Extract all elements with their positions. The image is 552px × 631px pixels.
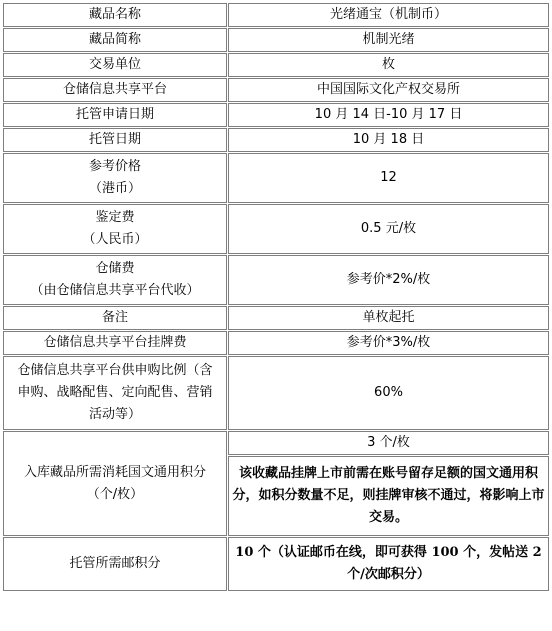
label-collectible-name: 藏品名称	[3, 3, 227, 27]
label-appraisal-fee	[3, 204, 227, 254]
value-mail-points: 10 个（认证邮币在线，即可获得 100 个，发帖送 2 个/次邮积分）	[228, 537, 549, 591]
table-row	[3, 103, 549, 127]
label-custody-date: 托管日期	[3, 128, 227, 152]
label-trade-unit: 交易单位	[3, 53, 227, 77]
label-line: （个/枚）	[86, 486, 144, 502]
table-row	[3, 331, 549, 355]
table-row	[3, 28, 549, 52]
table-row	[3, 537, 549, 591]
label-line: 入库藏品所需消耗国文通用积分	[23, 464, 206, 480]
label-reference-price	[3, 153, 227, 203]
value-storage-fee: 参考价*2%/枚	[228, 255, 549, 305]
value-appraisal-fee: 0.5 元/枚	[228, 204, 549, 254]
value-remark: 单枚起托	[228, 306, 549, 330]
table-row	[3, 255, 549, 305]
table-row	[3, 306, 549, 330]
table-row	[3, 128, 549, 152]
label-line: （由仓储信息共享平台代收）	[30, 283, 200, 298]
value-short-name: 机制光绪	[228, 28, 549, 52]
table-row	[3, 204, 549, 254]
label-subscription-ratio	[3, 356, 227, 430]
table-row	[3, 3, 549, 27]
label-line: 仓储费	[95, 261, 135, 276]
value-trade-unit: 枚	[228, 53, 549, 77]
table-row	[3, 356, 549, 430]
label-line: （人民币）	[82, 232, 148, 247]
label-line: （港币）	[88, 181, 141, 196]
collectible-info-table	[2, 2, 550, 592]
label-remark: 备注	[3, 306, 227, 330]
label-line: 申购、战略配售、定向配售、营销	[17, 385, 213, 400]
table-row	[3, 78, 549, 102]
label-line: 仓储信息共享平台供申购比例（含	[17, 363, 213, 378]
label-listing-fee: 仓储信息共享平台挂牌费	[3, 331, 227, 355]
value-custody-date: 10 月 18 日	[228, 128, 549, 152]
value-subscription-ratio: 60%	[228, 356, 549, 430]
table-row	[3, 53, 549, 77]
table-row	[3, 153, 549, 203]
label-line: 鉴定费	[95, 210, 135, 225]
label-apply-date: 托管申请日期	[3, 103, 227, 127]
value-listing-fee: 参考价*3%/枚	[228, 331, 549, 355]
label-short-name: 藏品简称	[3, 28, 227, 52]
label-storage-fee	[3, 255, 227, 305]
label-line: 参考价格	[88, 159, 141, 174]
label-required-points	[3, 431, 227, 536]
label-mail-points: 托管所需邮积分	[3, 537, 227, 591]
value-required-points: 3 个/枚	[228, 431, 549, 455]
value-reference-price: 12	[228, 153, 549, 203]
table-row	[3, 431, 549, 455]
label-platform: 仓储信息共享平台	[3, 78, 227, 102]
label-line: 活动等）	[88, 407, 141, 422]
value-collectible-name: 光绪通宝（机制币）	[228, 3, 549, 27]
note-required-points: 该收藏品挂牌上市前需在账号留存足额的国文通用积分，如积分数量不足，则挂牌审核不通过，将影响上市交易。	[228, 456, 549, 536]
value-apply-date: 10 月 14 日-10 月 17 日	[228, 103, 549, 127]
value-platform: 中国国际文化产权交易所	[228, 78, 549, 102]
